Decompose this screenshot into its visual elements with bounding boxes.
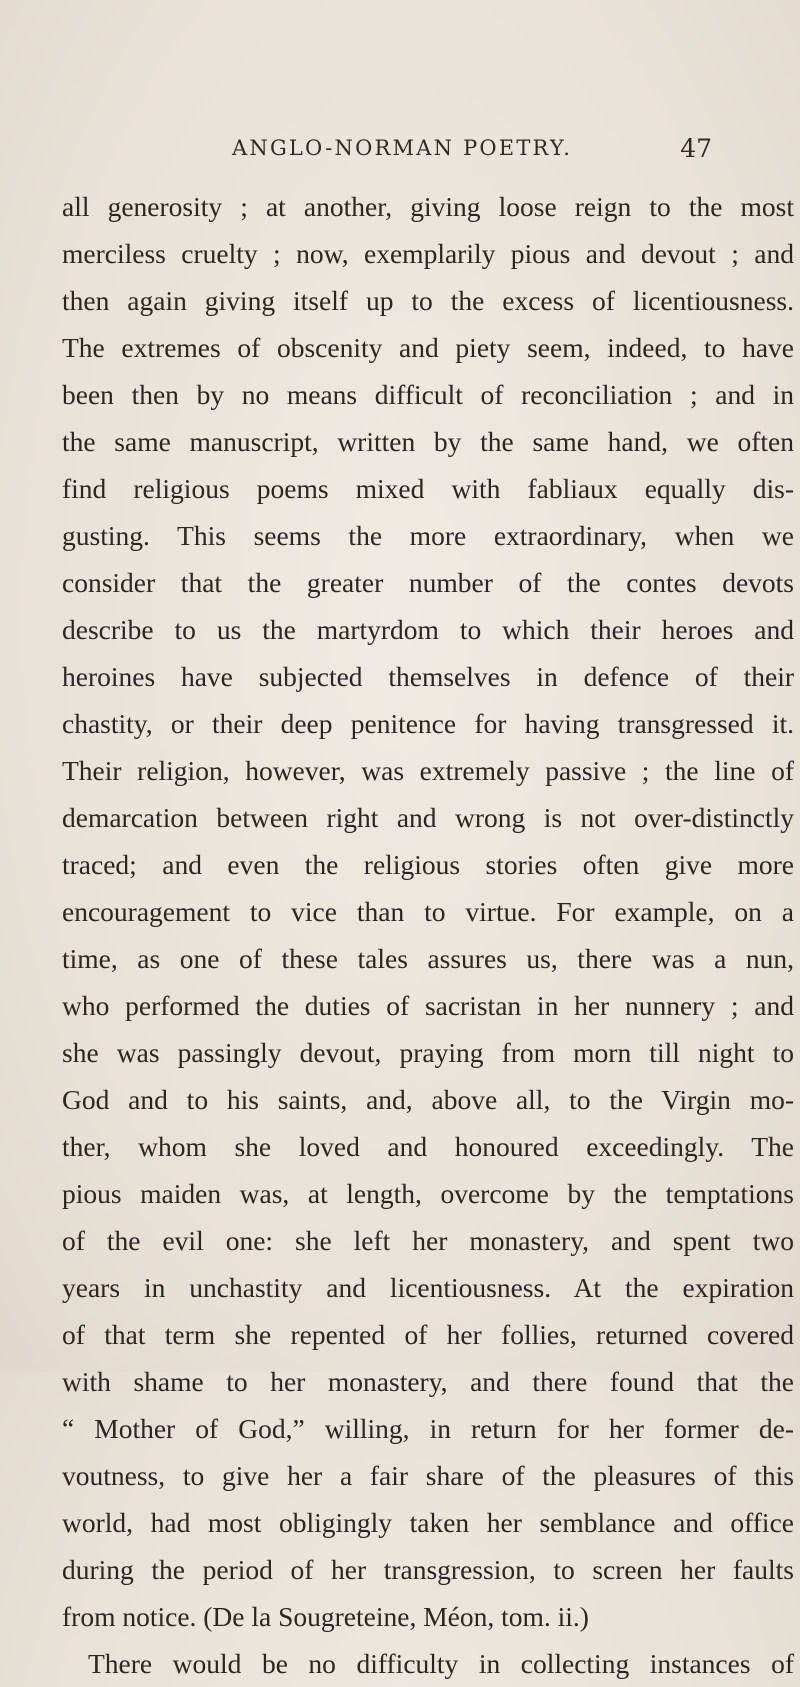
text-line: God and to his saints, and, above all, to the Virgin mo- — [62, 1084, 794, 1115]
text-line: who performed the duties of sacristan in her nunnery ; and — [62, 990, 794, 1021]
text-line: gusting. This seems the more extraordinary, when we — [62, 520, 794, 551]
text-line: years in unchastity and licentiousness. At the expiration — [62, 1272, 794, 1303]
running-head — [232, 136, 712, 168]
text-line: with shame to her monastery, and there found that the — [62, 1366, 794, 1397]
text-line: of the evil one: she left her monastery, and spent two — [62, 1225, 794, 1256]
text-line: voutness, to give her a fair share of the pleasures of this — [62, 1460, 794, 1491]
text-line: all generosity ; at another, giving loose reign to the most — [62, 191, 794, 222]
text-line: There would be no difficulty in collecting instances of — [88, 1648, 794, 1679]
text-line: The extremes of obscenity and piety seem, indeed, to have — [62, 332, 794, 363]
text-line: traced; and even the religious stories often give more — [62, 849, 794, 880]
text-line: chastity, or their deep penitence for having transgressed it. — [62, 708, 794, 739]
text-line: during the period of her transgression, to screen her faults — [62, 1554, 794, 1585]
page-number: 47 — [680, 134, 712, 163]
text-line: then again giving itself up to the excess of licentiousness. — [62, 285, 794, 316]
text-line: find religious poems mixed with fabliaux equally dis- — [62, 473, 794, 504]
text-line: of that term she repented of her follies, returned covered — [62, 1319, 794, 1350]
text-line: consider that the greater number of the contes devots — [62, 567, 794, 598]
text-line: pious maiden was, at length, overcome by the temptations — [62, 1178, 794, 1209]
text-line: merciless cruelty ; now, exemplarily pious and devout ; and — [62, 238, 794, 269]
text-line: the same manuscript, written by the same hand, we often — [62, 426, 794, 457]
text-line: world, had most obligingly taken her semblance and office — [62, 1507, 794, 1538]
body-text — [62, 183, 794, 1687]
text-line: been then by no means difficult of reconciliation ; and in — [62, 379, 794, 410]
text-line: “ Mother of God,” willing, in return for her former de- — [62, 1413, 794, 1444]
text-line: time, as one of these tales assures us, there was a nun, — [62, 943, 794, 974]
text-line: from notice. (De la Sougreteine, Méon, tom. ii.) — [62, 1601, 589, 1632]
running-title: ANGLO-NORMAN POETRY. — [232, 136, 573, 160]
text-line: ther, whom she loved and honoured exceedingly. The — [62, 1131, 794, 1162]
text-line: encouragement to vice than to virtue. For example, on a — [62, 896, 794, 927]
text-line: describe to us the martyrdom to which their heroes and — [62, 614, 794, 645]
text-line: she was passingly devout, praying from morn till night to — [62, 1037, 794, 1068]
text-line: Their religion, however, was extremely passive ; the line of — [62, 755, 794, 786]
text-line: heroines have subjected themselves in defence of their — [62, 661, 794, 692]
text-line: demarcation between right and wrong is not over-distinctly — [62, 802, 794, 833]
